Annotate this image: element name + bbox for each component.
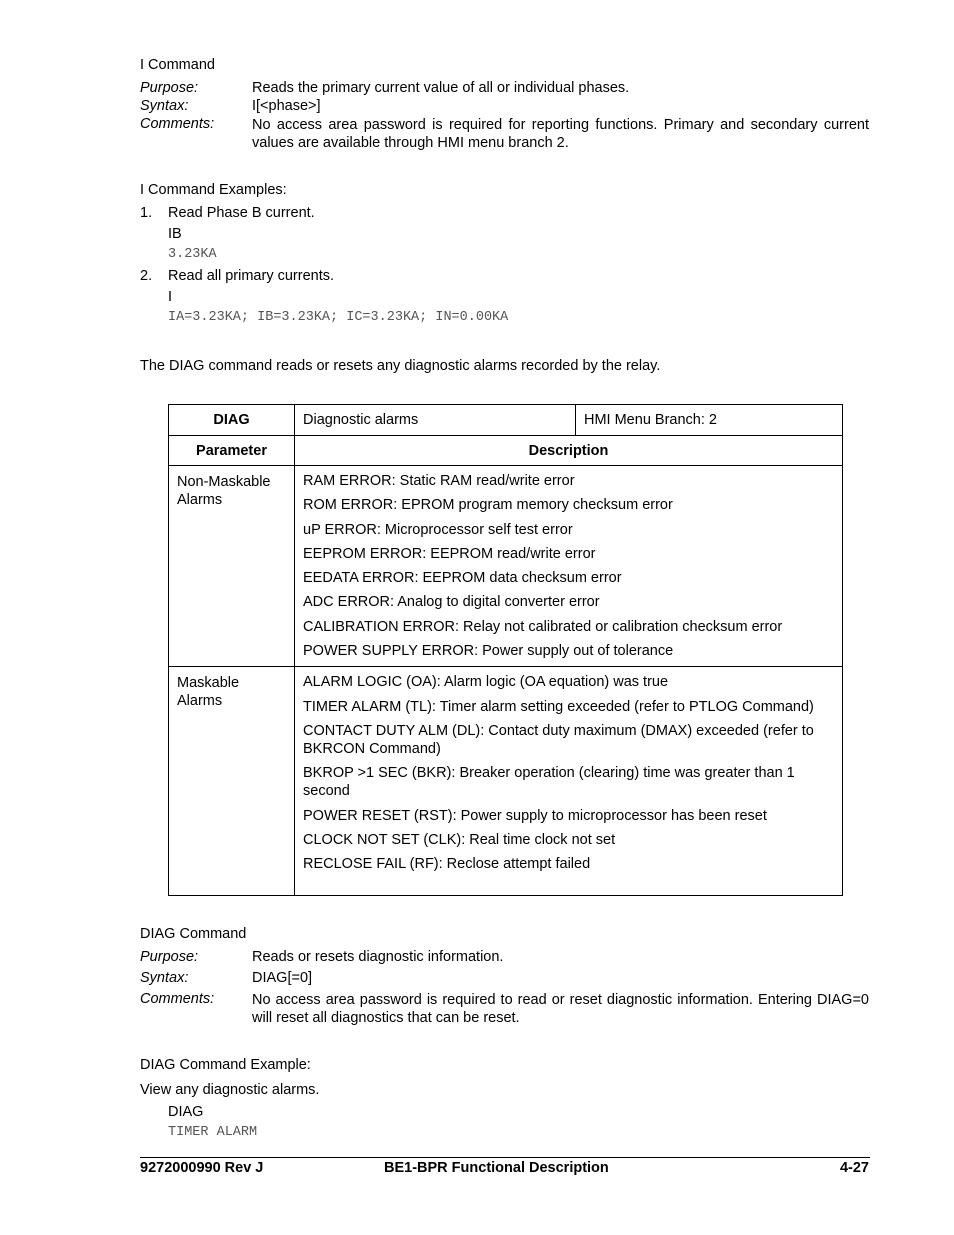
description-item: uP ERROR: Microprocessor self test error — [303, 521, 573, 538]
description-item: POWER RESET (RST): Power supply to microprocessor has been reset — [303, 807, 767, 824]
example-response: 3.23KA — [168, 247, 217, 262]
i-syntax-label: Syntax: — [140, 98, 189, 114]
diag-example-heading: DIAG Command Example: — [140, 1057, 311, 1073]
description-item: ALARM LOGIC (OA): Alarm logic (OA equation) was true — [303, 674, 669, 691]
example-command: IB — [168, 226, 182, 242]
i-purpose-text: Reads the primary current value of all or individual phases. — [252, 80, 630, 96]
footer-rule — [140, 1157, 870, 1158]
description-item: RAM ERROR: Static RAM read/write error — [303, 473, 575, 489]
description-item: CALIBRATION ERROR: Relay not calibrated or calibration checksum error — [303, 618, 783, 635]
diag-comments-text: No access area password is required to read or reset diagnostic information. Entering DIAG=0 will reset all diagnostics that can be reset. — [252, 992, 869, 1026]
description-item: EEPROM ERROR: EEPROM read/write error — [303, 545, 596, 562]
parameter-cell — [169, 466, 295, 667]
example-description: Read Phase B current. — [168, 205, 315, 221]
example-number: 1. — [140, 205, 153, 221]
table-hmi-cell: HMI Menu Branch: 2 — [576, 405, 843, 436]
parameter-name: Non-Maskable Alarms — [177, 474, 271, 508]
table-title-cell: Diagnostic alarms — [295, 405, 576, 436]
i-syntax-text: I[<phase>] — [252, 98, 321, 114]
description-item: CLOCK NOT SET (CLK): Real time clock not set — [303, 831, 616, 848]
description-item: CONTACT DUTY ALM (DL): Contact duty maximum (DMAX) exceeded (refer to BKRCON Command) — [303, 722, 814, 757]
example-number: 2. — [140, 268, 153, 284]
parameter-name: Maskable Alarms — [177, 675, 240, 710]
example-response: IA=3.23KA; IB=3.23KA; IC=3.23KA; IN=0.00KA — [168, 310, 509, 325]
description-item: ADC ERROR: Analog to digital converter error — [303, 594, 600, 611]
diag-example-text: View any diagnostic alarms. — [140, 1082, 320, 1098]
example-description: Read all primary currents. — [168, 268, 334, 284]
table-command-cell: DIAG — [169, 405, 295, 436]
diag-command-heading: DIAG Command — [140, 926, 247, 942]
example-command: I — [168, 289, 173, 305]
diag-purpose-label: Purpose: — [140, 949, 199, 965]
i-comments-text: No access area password is required for reporting functions. Primary and secondary current values are available through HMI menu branch 2. — [252, 117, 869, 151]
description-header: Description — [295, 436, 843, 466]
description-item: RECLOSE FAIL (RF): Reclose attempt failed — [303, 856, 591, 873]
description-item: POWER SUPPLY ERROR: Power supply out of tolerance — [303, 643, 674, 660]
i-command-heading: I Command — [140, 57, 215, 73]
diag-example-command: DIAG — [168, 1104, 204, 1120]
description-item: ROM ERROR: EPROM program memory checksum error — [303, 497, 673, 514]
diag-example-response: TIMER ALARM — [168, 1125, 258, 1140]
footer-title: BE1-BPR Functional Description — [384, 1160, 609, 1176]
diag-table — [168, 404, 843, 896]
diag-intro: The DIAG command reads or resets any diagnostic alarms recorded by the relay. — [140, 358, 661, 374]
footer-page-number: 4-27 — [839, 1160, 869, 1176]
diag-comments-label: Comments: — [140, 991, 215, 1007]
footer-doc-number: 9272000990 Rev J — [140, 1160, 264, 1176]
diag-syntax-label: Syntax: — [140, 970, 189, 986]
i-comments-label: Comments: — [140, 116, 215, 132]
description-cell — [295, 466, 843, 667]
description-item: EEDATA ERROR: EEPROM data checksum error — [303, 570, 622, 587]
i-examples-heading: I Command Examples: — [140, 182, 287, 198]
parameter-cell — [169, 667, 295, 896]
description-item: BKROP >1 SEC (BKR): Breaker operation (clearing) time was greater than 1 second — [303, 765, 795, 800]
diag-syntax-text: DIAG[=0] — [252, 970, 313, 986]
diag-purpose-text: Reads or resets diagnostic information. — [252, 949, 504, 965]
description-item: TIMER ALARM (TL): Timer alarm setting exceeded (refer to PTLOG Command) — [303, 698, 814, 715]
i-purpose-label: Purpose: — [140, 80, 199, 96]
description-cell — [295, 667, 843, 896]
parameter-header: Parameter — [169, 436, 295, 466]
